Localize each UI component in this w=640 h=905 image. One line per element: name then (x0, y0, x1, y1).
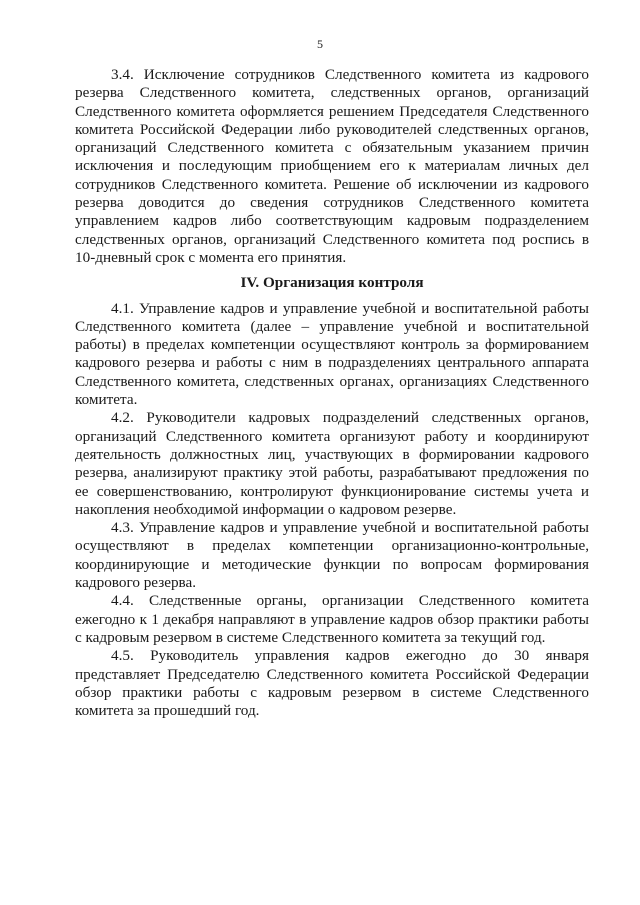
paragraph-4-1: 4.1. Управление кадров и управление учебной и воспитательной работы Следственного комитета (далее – управление учебной и воспитательной работы) в пределах компетенции осуществляют контроль за формированием кадрового резерва и работы с ним в подразделениях центрального аппарата Следственного комитета, следственных органах, организациях Следственного комитета. (75, 299, 589, 409)
section-heading-iv: IV. Организация контроля (240, 274, 424, 292)
paragraph-4-5: 4.5. Руководитель управления кадров ежегодно до 30 января представляет Председателю Следственного комитета Российской Федерации обзор практики работы с кадровым резервом в системе Следственного комитета за прошедший год. (75, 647, 589, 720)
paragraph-4-4: 4.4. Следственные органы, организации Следственного комитета ежегодно к 1 декабря направляют в управление кадров обзор практики работы с кадровым резервом в системе Следственного комитета за текущий год. (75, 592, 589, 646)
paragraph-4-3: 4.3. Управление кадров и управление учебной и воспитательной работы осуществляют в пределах компетенции организационно-контрольные, координирующие и методические функции по вопросам формирования кадрового резерва. (75, 519, 589, 592)
paragraph-4-2: 4.2. Руководители кадровых подразделений следственных органов, организаций Следственного комитета организуют работу и координируют деятельность должностных лиц, участвующих в формировании кадрового резерва, анализируют практику этой работы, разрабатывают предложения по ее совершенствованию, контролируют функционирование системы учета и накопления необходимой информации о кадровом резерве. (75, 409, 589, 518)
document-body (75, 66, 589, 720)
paragraph-3-4: 3.4. Исключение сотрудников Следственного комитета из кадрового резерва Следственного комитета, следственных органов, организаций Следственного комитета оформляется решением Председателя Следственного комитета Российской Федерации либо руководителей следственных органов, организаций Следственного комитета с обязательным указанием причин исключения и последующим приобщением его к материалам личных дел сотрудников Следственного комитета. Решение об исключении из кадрового резерва доводится до сведения сотрудников Следственного комитета управлением кадров либо соответствующим кадровым подразделением следственных органов, организаций Следственного комитета под роспись в 10-дневный срок с момента его принятия. (75, 66, 589, 266)
page-number: 5 (317, 37, 323, 51)
